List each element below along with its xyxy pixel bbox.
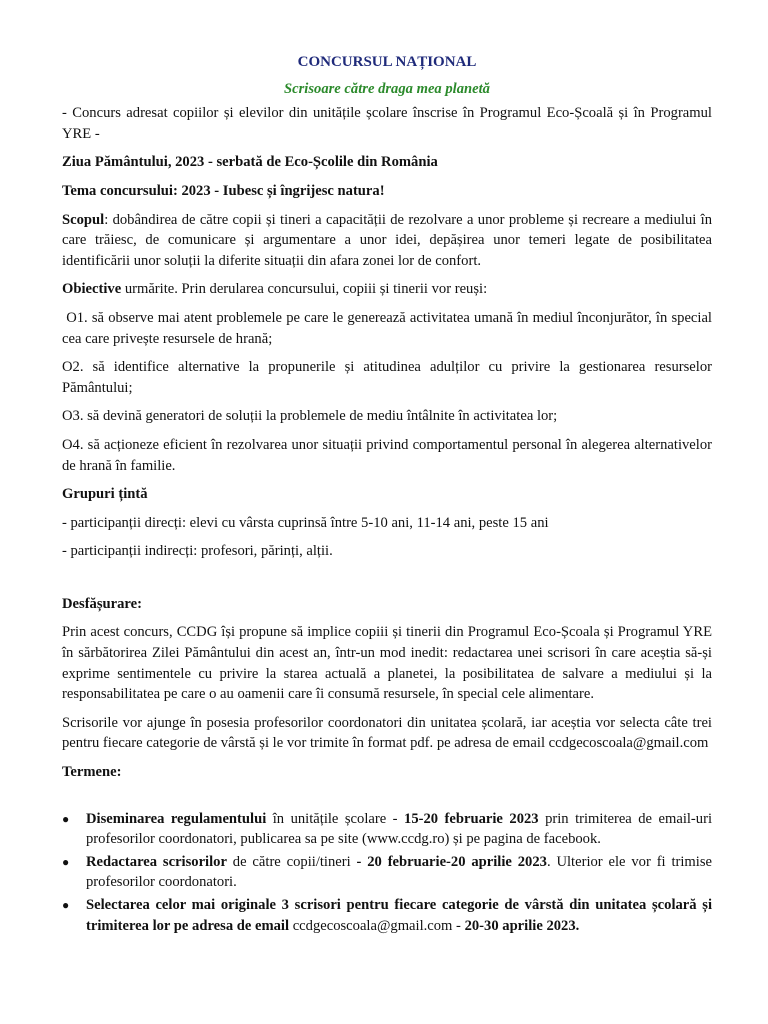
- objective-o2: O2. să identifice alternative la propunerile și atitudinea adulților cu privire la gestionarea resurselor Pământului;: [62, 359, 712, 396]
- objective-o1: O1. să observe mai atent problemele pe care le generează activitatea umană în mediul înconjurător, în special cea care privește resursele de hrană;: [62, 309, 716, 347]
- term-text: în unitățile școlare -: [266, 810, 405, 827]
- term-text: . Ulterior ele vor fi trimise profesorilor coordonatori.: [86, 853, 712, 891]
- bullet-icon: ●: [62, 811, 70, 826]
- list-item: [62, 852, 712, 893]
- target-groups-indirect: - participanții indirecți: profesori, părinți, alții.: [62, 543, 333, 560]
- intro-paragraph: - Concurs adresat copiilor și elevilor din unitățile școlare înscrise în Programul Eco-Școală și în Programul YRE -: [62, 105, 712, 142]
- objective-o3: O3. să devină generatori de soluții la problemele de mediu întâlnite în activitatea lor;: [62, 408, 558, 425]
- bullet-icon: ●: [62, 898, 70, 912]
- theme-heading: Tema concursului: 2023 - Iubesc și îngrijesc natura!: [62, 182, 385, 199]
- development-paragraph-2: Scrisorile vor ajunge în posesia profesorilor coordonatori din unitatea școlară, iar aceștia vor selecta câte trei pentru fiecare categorie de vârstă și le vor trimite în format pdf. pe adresa de email ccdgecoscoala@gmail.com: [62, 714, 712, 752]
- list-item: [62, 895, 712, 936]
- document-subtitle: Scrisoare către draga mea planetă: [284, 80, 490, 97]
- list-item: [62, 809, 712, 850]
- scope-label: Scopul: [62, 211, 105, 228]
- term-text: ccdgecoscoala@gmail.com -: [289, 917, 465, 934]
- term-bold-label: Diseminarea regulamentului: [86, 810, 267, 827]
- objectives-text: urmărite. Prin derularea concursului, copiii și tinerii vor reuși:: [121, 281, 488, 298]
- scope-paragraph: [62, 210, 712, 272]
- spacer: [62, 791, 712, 809]
- development-heading: Desfășurare:: [62, 595, 142, 612]
- term-bold-label: Selectarea celor mai originale 3 scrisori pentru fiecare categorie de vârstă din unitatea școlară și trimiterea lor pe adresa de email: [86, 897, 712, 934]
- document-title: CONCURSUL NAȚIONAL: [297, 54, 477, 70]
- spacer: [62, 570, 712, 594]
- development-paragraph-1: Prin acest concurs, CCDG își propune să implice copiii și tinerii din Programul Eco-Școala și Programul YRE în sărbătorirea Zilei Pământului din acest an, într-un mod inedit: redactarea unei scrisori în care aceștia să-și exprime sentimentele cu privire la starea actuală a planetei, la posibilitatea de salvare a mediului și la responsabilitatea pe care o au oamenii care îi consumă resursele, în special cele alimentare.: [62, 624, 712, 703]
- earth-day-heading: Ziua Pământului, 2023 - serbată de Eco-Școlile din România: [62, 154, 438, 171]
- scope-text: : dobândirea de către copii și tineri a capacității de rezolvare a unor probleme și recreare a mediului în care trăiesc, de comunicare și argumentare a unor idei, depășirea unor temeri legate de posibilitatea identificării unor soluții la diferite situații din afara zonei lor de confort.: [62, 211, 712, 269]
- target-groups-heading: Grupuri țintă: [62, 486, 148, 503]
- objective-o4: O4. să acționeze eficient în rezolvarea unor situații privind comportamentul personal în alegerea alternativelor de hrană în familie.: [62, 436, 712, 474]
- term-date: 20-30 aprilie 2023.: [464, 917, 580, 934]
- term-bold-label: Redactarea scrisorilor: [86, 853, 227, 870]
- objectives-paragraph: [62, 279, 712, 300]
- term-text: de către copii/tineri: [226, 853, 357, 870]
- terms-list: [62, 809, 712, 937]
- bullet-icon: ●: [62, 854, 70, 869]
- term-date: 15-20 februarie 2023: [404, 810, 539, 827]
- term-date: - 20 februarie-20 aprilie 2023: [356, 853, 547, 870]
- target-groups-direct: - participanții direcți: elevi cu vârsta cuprinsă între 5-10 ani, 11-14 ani, peste 15 ani: [62, 514, 549, 531]
- term-text: prin trimiterea de email-uri profesorilor coordonatori, publicarea sa pe site (www.ccdg.ro) și pe pagina de facebook.: [86, 810, 713, 848]
- objectives-label: Obiective: [62, 281, 122, 298]
- terms-heading: Termene:: [62, 764, 122, 781]
